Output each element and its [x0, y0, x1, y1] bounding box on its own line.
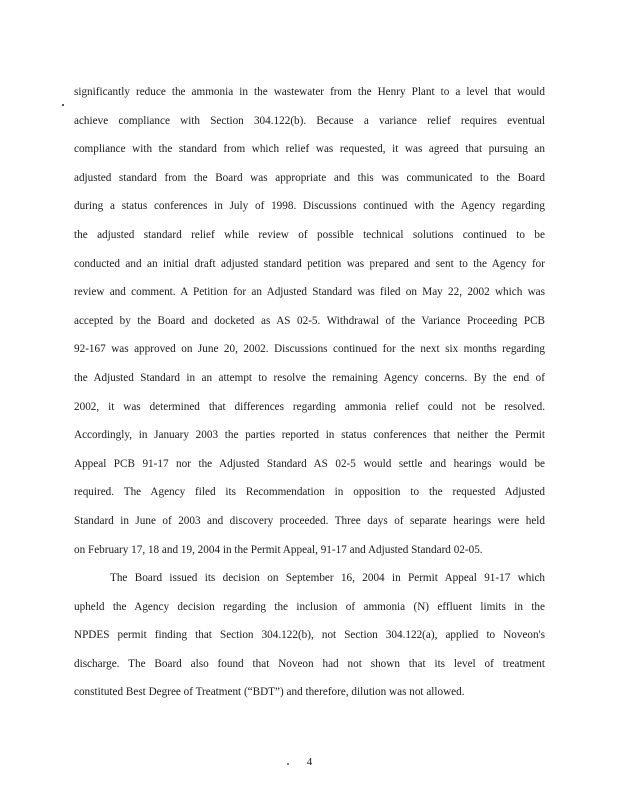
text-line: Appeal PCB 91-17 nor the Adjusted Standard AS 02-5 would settle and hearings would be — [74, 457, 545, 470]
paragraph-1 — [74, 78, 545, 564]
text-line: discharge. The Board also found that Noveon had not shown that its level of treatment — [74, 657, 545, 670]
text-line: constituted Best Degree of Treatment (“BDT”) and therefore, dilution was not allowed. — [74, 686, 465, 699]
text-line: Accordingly, in January 2003 the parties reported in status conferences that neither the Permit — [74, 429, 545, 442]
text-line: upheld the Agency decision regarding the inclusion of ammonia (N) effluent limits in the — [74, 600, 545, 613]
text-line: during a status conferences in July of 1998. Discussions continued with the Agency regarding — [74, 200, 545, 213]
text-line: review and comment. A Petition for an Adjusted Standard was filed on May 22, 2002 which was — [74, 286, 545, 299]
text-line: significantly reduce the ammonia in the wastewater from the Henry Plant to a level that would — [74, 86, 545, 98]
text-line: the adjusted standard relief while review of possible technical solutions continued to be — [74, 228, 545, 241]
text-line: accepted by the Board and docketed as AS 02-5. Withdrawal of the Variance Proceeding PCB — [74, 314, 545, 327]
text-line: required. The Agency filed its Recommendation in opposition to the requested Adjusted — [74, 486, 545, 499]
paragraph-2 — [74, 564, 545, 707]
body-text — [74, 78, 545, 707]
text-line: the Adjusted Standard in an attempt to resolve the remaining Agency concerns. By the end of — [74, 371, 545, 384]
page-number: 4 — [306, 756, 313, 768]
text-line: Standard in June of 2003 and discovery proceeded. Three days of separate hearings were held — [74, 514, 545, 527]
text-line: compliance with the standard from which relief was requested, it was agreed that pursuing an — [74, 143, 545, 156]
text-line: achieve compliance with Section 304.122(b). Because a variance relief requires eventual — [74, 114, 545, 127]
text-line: adjusted standard from the Board was appropriate and this was communicated to the Board — [74, 171, 545, 184]
text-line: The Board issued its decision on September 16, 2004 in Permit Appeal 91-17 which — [110, 572, 545, 585]
scan-speck — [62, 104, 64, 106]
text-line: NPDES permit finding that Section 304.122(b), not Section 304.122(a), applied to Noveon's — [74, 629, 545, 642]
text-line: 2002, it was determined that differences regarding ammonia relief could not be resolved. — [74, 400, 545, 413]
text-line: on February 17, 18 and 19, 2004 in the Permit Appeal, 91-17 and Adjusted Standard 02-05. — [74, 543, 483, 556]
text-line: conducted and an initial draft adjusted standard petition was prepared and sent to the Agency for — [74, 257, 545, 270]
text-line: 92-167 was approved on June 20, 2002. Discussions continued for the next six months regarding — [74, 343, 545, 356]
